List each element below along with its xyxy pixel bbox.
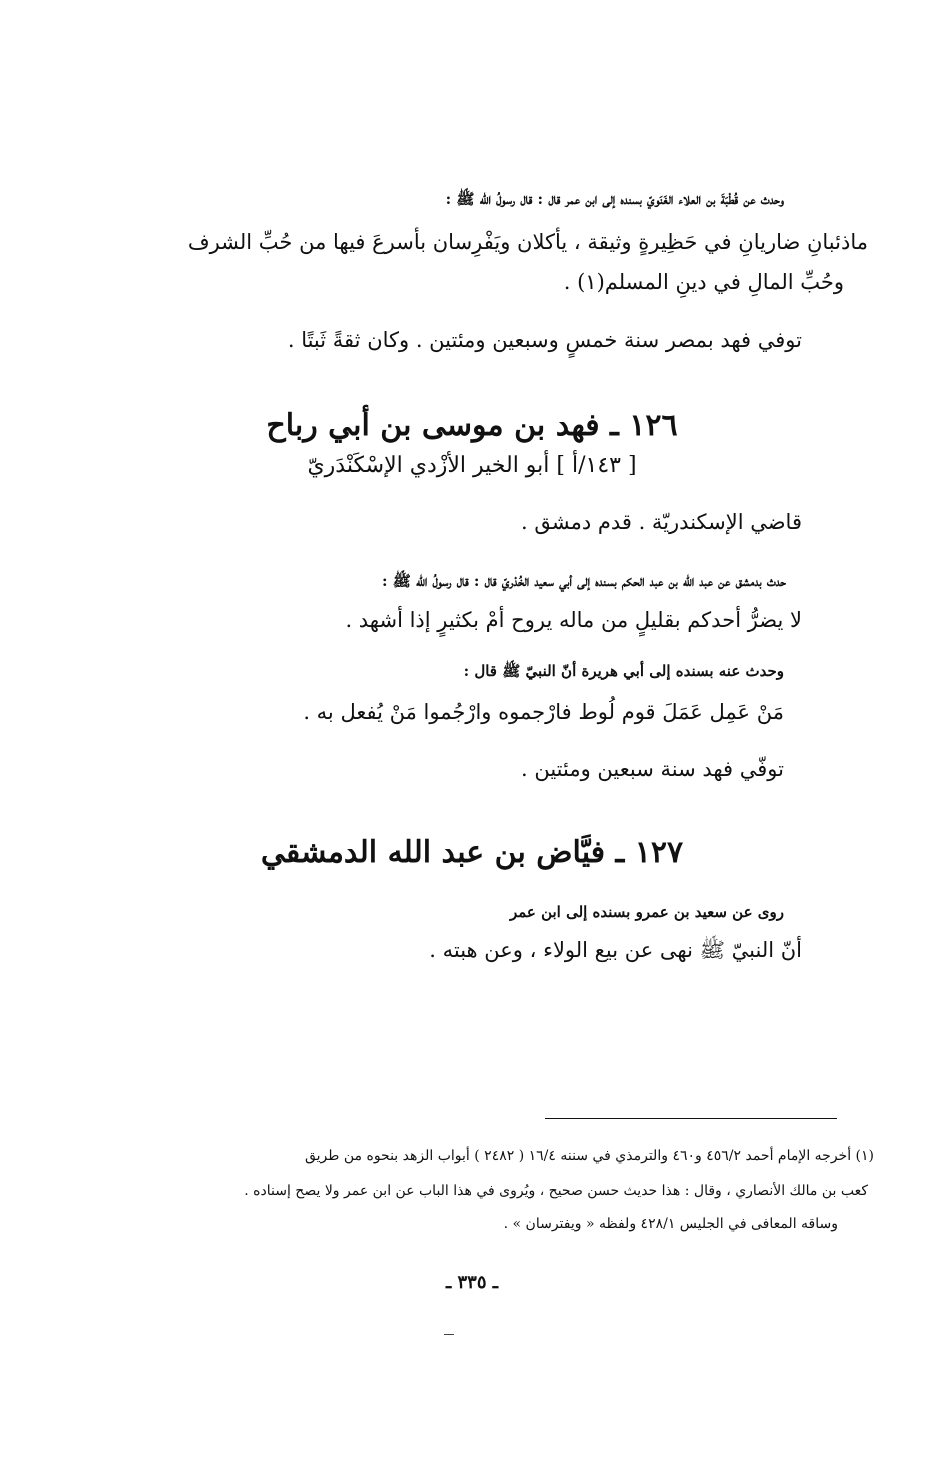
entry-subtitle: [ ١٤٣/أ ] أبو الخير الأزْدي الإسْكَنْدَريّ bbox=[307, 453, 637, 478]
death-note: توفي فهد بمصر سنة خمسٍ وسبعين ومئتين . وكان ثقةً ثَبتًا . bbox=[287, 328, 802, 352]
footnote-line: (١) أخرجه الإمام أحمد ٤٥٦/٢ و٤٦٠ والترمذي في سننه ١٦/٤ ( ٢٤٨٢ ) أبواب الزهد بنحوه من طريق bbox=[304, 1148, 874, 1164]
hadith-text-line: لا يضرُّ أحدكم بقليلٍ من ماله يروح أمْ بكثيرٍ إذا أشهد . bbox=[345, 608, 802, 632]
intro-line: قاضي الإسكندريّة . قدم دمشق . bbox=[520, 510, 802, 534]
footnote-line: وساقه المعافى في الجليس ٤٢٨/١ ولفظه « ويفترسان » . bbox=[503, 1216, 838, 1232]
entry-title: ١٢٧ ـ فيَّاض بن عبد الله الدمشقي bbox=[260, 835, 684, 870]
hadith-text-line: أنّ النبيّ ﷺ نهى عن بيع الولاء ، وعن هبته . bbox=[429, 938, 802, 962]
footnote-line: كعب بن مالك الأنصاري ، وقال : هذا حديث حسن صحيح ، ويُروى في هذا الباب عن ابن عمر ولا يصح إسناده . bbox=[244, 1183, 868, 1199]
narration-line: وحدث عن قُطْبَةَ بن العلاء الغَنَويّ بسنده إلى ابن عمر قال : قال رسولُ الله ﷺ : bbox=[445, 190, 784, 208]
narration-line: وحدث عنه بسنده إلى أبي هريرة أنّ النبيّ ﷺ قال : bbox=[463, 662, 784, 680]
footnote-separator bbox=[545, 1118, 837, 1119]
death-note: توفّي فهد سنة سبعين ومئتين . bbox=[521, 757, 784, 781]
narration-line: روى عن سعيد بن عمرو بسنده إلى ابن عمر bbox=[509, 903, 784, 921]
narration-line: حدث بدمشق عن عبد الله بن عبد الحكم بسنده إلى أبي سعيد الخُدْريّ قال : قال رسولُ الله ﷺ : bbox=[382, 572, 786, 590]
page-number: ـ ٣٣٥ ـ bbox=[445, 1272, 499, 1293]
hadith-text-line: مَنْ عَمِل عَمَلَ قوم لُوط فارْجموه وارْجُموا مَنْ يُفعل به . bbox=[303, 700, 784, 724]
entry-title: ١٢٦ ـ فهد بن موسى بن أبي رباح bbox=[266, 408, 678, 443]
hadith-text-line: وحُبِّ المالِ في دينِ المسلم(١) . bbox=[563, 270, 844, 294]
bottom-mark bbox=[444, 1334, 454, 1335]
hadith-text-line: ماذئبانِ ضاريانِ في حَظِيرةٍ وثيقة ، يأكلان ويَفْرِسان بأسرعَ فيها من حُبِّ الشرف bbox=[187, 230, 868, 254]
